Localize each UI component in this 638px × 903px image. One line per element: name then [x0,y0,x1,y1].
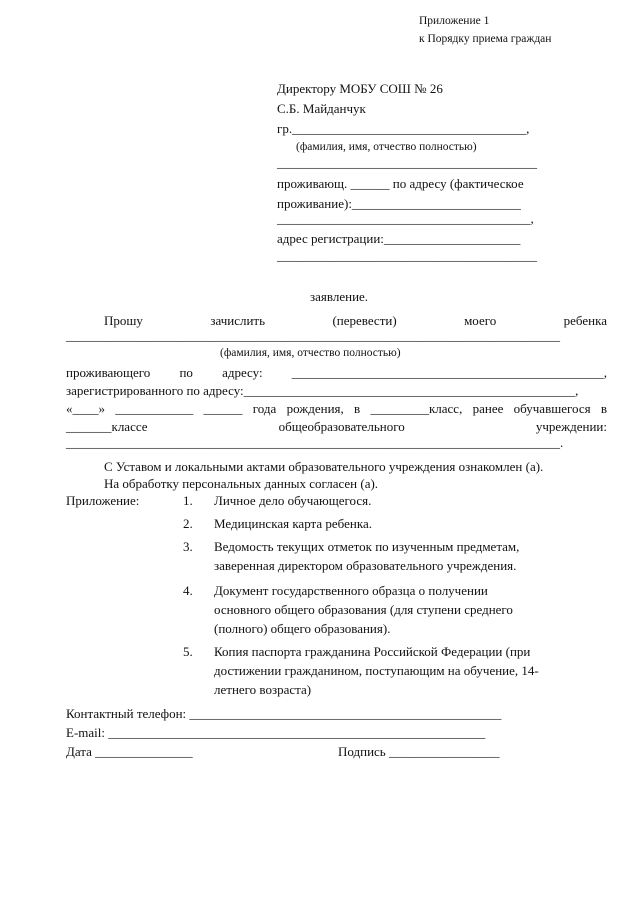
body-line4: зарегистрированного по адресу:___________________________________________________, [66,383,579,398]
body-line7: ____________________________________________________________________________. [66,435,564,450]
body-word: рождения, [286,401,344,416]
addressee-line4: ________________________________________ [277,155,537,170]
attachment-text: Документ государственного образца о получении [214,583,488,598]
body-hint: (фамилия, имя, отчество полностью) [220,347,401,359]
attachment-number: 2. [183,516,193,531]
attachments-label: Приложение: [66,493,140,508]
body-word: «____» [66,401,105,416]
attachment-text: Медицинская карта ребенка. [214,516,372,531]
body-line5 [66,402,607,415]
ack-line2: На обработку персональных данных согласен (а). [104,476,379,491]
attachment-number: 3. [183,539,193,554]
body-word: ________________________________________________, [291,365,607,380]
body-word: адресу: [222,365,263,380]
body-word: ранее [472,401,504,416]
body-word: в [600,401,607,416]
body-word: проживающего [66,365,151,380]
body-word: Прошу [104,313,143,328]
attachment-text: достижении гражданином, поступающим на обучение, 14- [214,663,539,678]
attachment-text: Личное дело обучающегося. [214,493,372,508]
header-note-line1: Приложение 1 [419,15,490,27]
addressee-line1: Директору МОБУ СОШ № 26 [277,81,443,96]
body-word: _________класс, [370,401,463,416]
body-word: по [179,365,193,380]
body-word: в [354,401,361,416]
addressee-line6: проживание):__________________________ [277,196,521,211]
attachment-text: Копия паспорта гражданина Российской Федерации (при [214,644,531,659]
signature-field: Подпись _________________ [338,744,500,759]
body-word: ребенка [563,313,607,328]
addressee-line7: _______________________________________, [277,211,534,226]
attachment-text: (полного) общего образования). [214,621,391,636]
body-line1 [104,314,607,327]
contact-phone: Контактный телефон: ________________________________________________ [66,706,502,721]
body-line3 [66,366,607,379]
attachment-text: основного общего образования (для ступени среднего [214,602,513,617]
addressee-line9: ________________________________________ [277,248,537,263]
body-word: учреждении: [535,419,607,434]
contact-email: E-mail: __________________________________________________________ [66,725,486,740]
ack-line1: С Уставом и локальными актами образовательного учреждения ознакомлен (а). [104,459,544,474]
body-word: обучавшегося [513,401,591,416]
body-word: _______классе [66,419,148,434]
addressee-hint: (фамилия, имя, отчество полностью) [296,141,477,153]
addressee-line3: гр.____________________________________, [277,121,530,136]
body-word: ____________ [115,401,194,416]
body-word: зачислить [210,313,266,328]
addressee-line8: адрес регистрации:_____________________ [277,231,521,246]
attachment-text: летнего возраста) [214,682,312,697]
body-word: ______ [203,401,243,416]
date-field: Дата _______________ [66,744,193,759]
addressee-line5: проживающ. ______ по адресу (фактическое [277,176,524,191]
attachment-number: 5. [183,644,193,659]
body-line6 [66,420,607,433]
body-word: (перевести) [332,313,397,328]
body-word: общеобразовательного [278,419,405,434]
body-word: года [252,401,277,416]
header-note-line2: к Порядку приема граждан [419,33,552,45]
attachment-number: 1. [183,493,193,508]
body-line2: ____________________________________________________________________________ [66,328,560,343]
body-word: моего [464,313,497,328]
document-title: заявление. [310,289,369,304]
attachment-text: Ведомость текущих отметок по изученным предметам, [214,539,520,554]
attachment-number: 4. [183,583,193,598]
attachment-text: заверенная директором образовательного учреждения. [214,558,517,573]
addressee-line2: С.Б. Майданчук [277,101,366,116]
